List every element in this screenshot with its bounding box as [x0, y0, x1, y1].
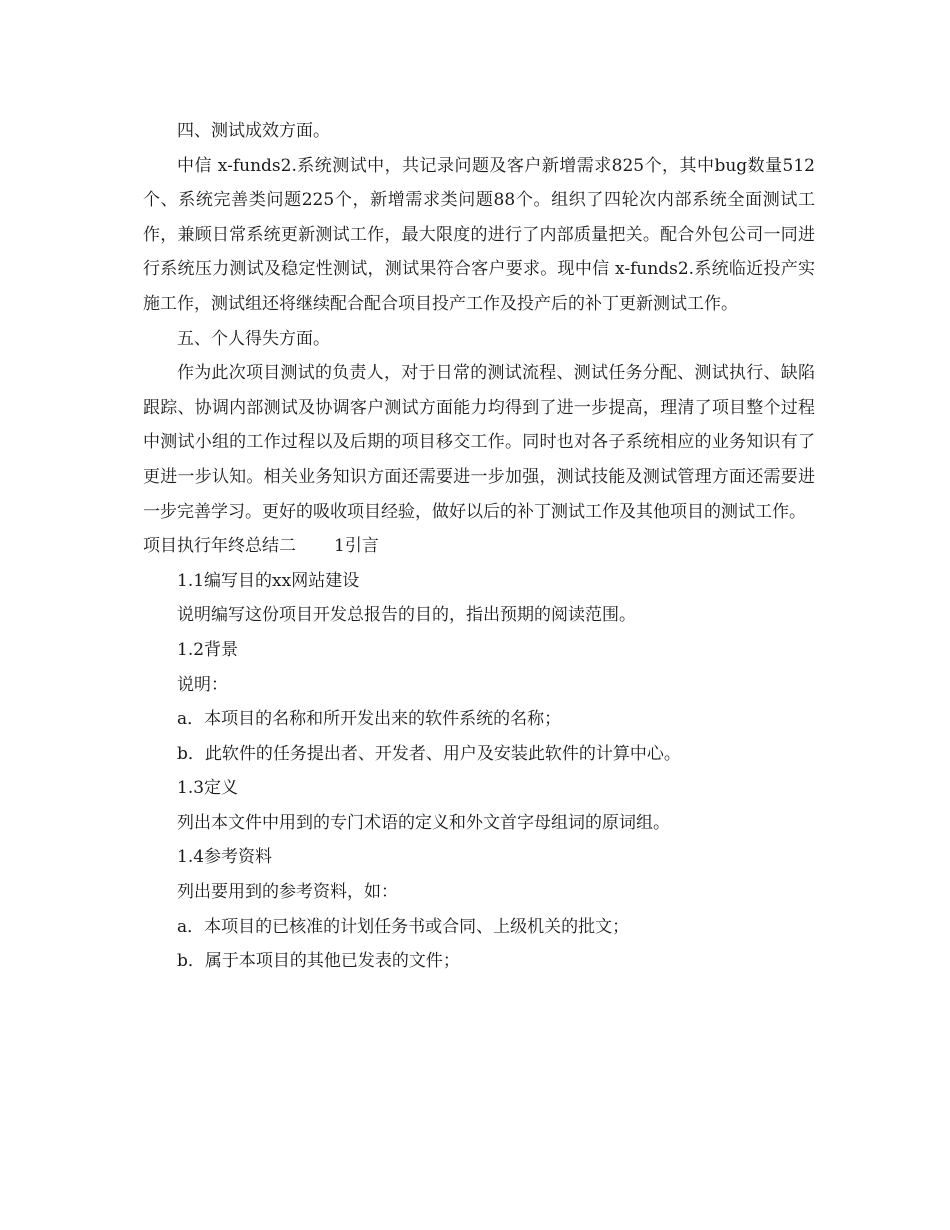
section-1-4-lead: 列出要用到的参考资料，如：: [177, 882, 398, 903]
section-1-4-item-a: a．本项目的已核准的计划任务书或合同、上级机关的批文；: [177, 916, 630, 937]
intro-heading: 1引言: [334, 536, 379, 557]
summary-title: 项目执行年终总结二: [143, 536, 296, 557]
section-5-title: 五、个人得失方面。: [177, 328, 330, 349]
section-5-body: 作为此次项目测试的负责人，对于日常的测试流程、测试任务分配、测试执行、缺陷跟踪、协调内部测试及协调客户测试方面能力均得到了进一步提高，理清了项目整个过程中测试小组的工作过程以及后期的项目移交工作。同时也对各子系统相应的业务知识有了更进一步认知。相关业务知识方面还需要进一步加强，测试技能及测试管理方面还需要进一步完善学习。更好的吸收项目经验，做好以后的补丁测试工作及其他项目的测试工作。: [143, 363, 815, 522]
section-1-2-item-a: a．本项目的名称和所开发出来的软件系统的名称；: [177, 709, 562, 730]
section-1-2-lead: 说明：: [177, 674, 228, 695]
section-4-body: 中信 x-funds2.系统测试中，共记录问题及客户新增需求825个，其中bug数量512个、系统完善类问题225个，新增需求类问题88个。组织了四轮次内部系统全面测试工作，兼顾日常系统更新测试工作，最大限度的进行了内部质量把关。配合外包公司一同进行系统压力测试及稳定性测试，测试果符合客户要求。现中信 x-funds2.系统临近投产实施工作，测试组还将继续配合配合项目投产工作及投产后的补丁更新测试工作。: [143, 155, 815, 314]
section-1-2-title: 1.2背景: [177, 639, 239, 660]
summary-heading-line: [143, 529, 815, 564]
section-4-title: 四、测试成效方面。: [177, 121, 330, 141]
section-1-1-body: 说明编写这份项目开发总报告的目的，指出预期的阅读范围。: [177, 605, 636, 626]
section-1-4-title: 1.4参考资料: [177, 847, 273, 868]
section-1-1-title: 1.1编写目的xx网站建设: [177, 570, 360, 591]
section-1-3-body: 列出本文件中用到的专门术语的定义和外文首字母组词的原词组。: [177, 812, 670, 833]
document-body: [143, 114, 815, 979]
section-1-2-item-b: b．此软件的任务提出者、开发者、用户及安装此软件的计算中心。: [177, 743, 681, 764]
section-1-3-title: 1.3定义: [177, 778, 239, 799]
section-1-4-item-b: b．属于本项目的其他已发表的文件；: [177, 951, 460, 972]
